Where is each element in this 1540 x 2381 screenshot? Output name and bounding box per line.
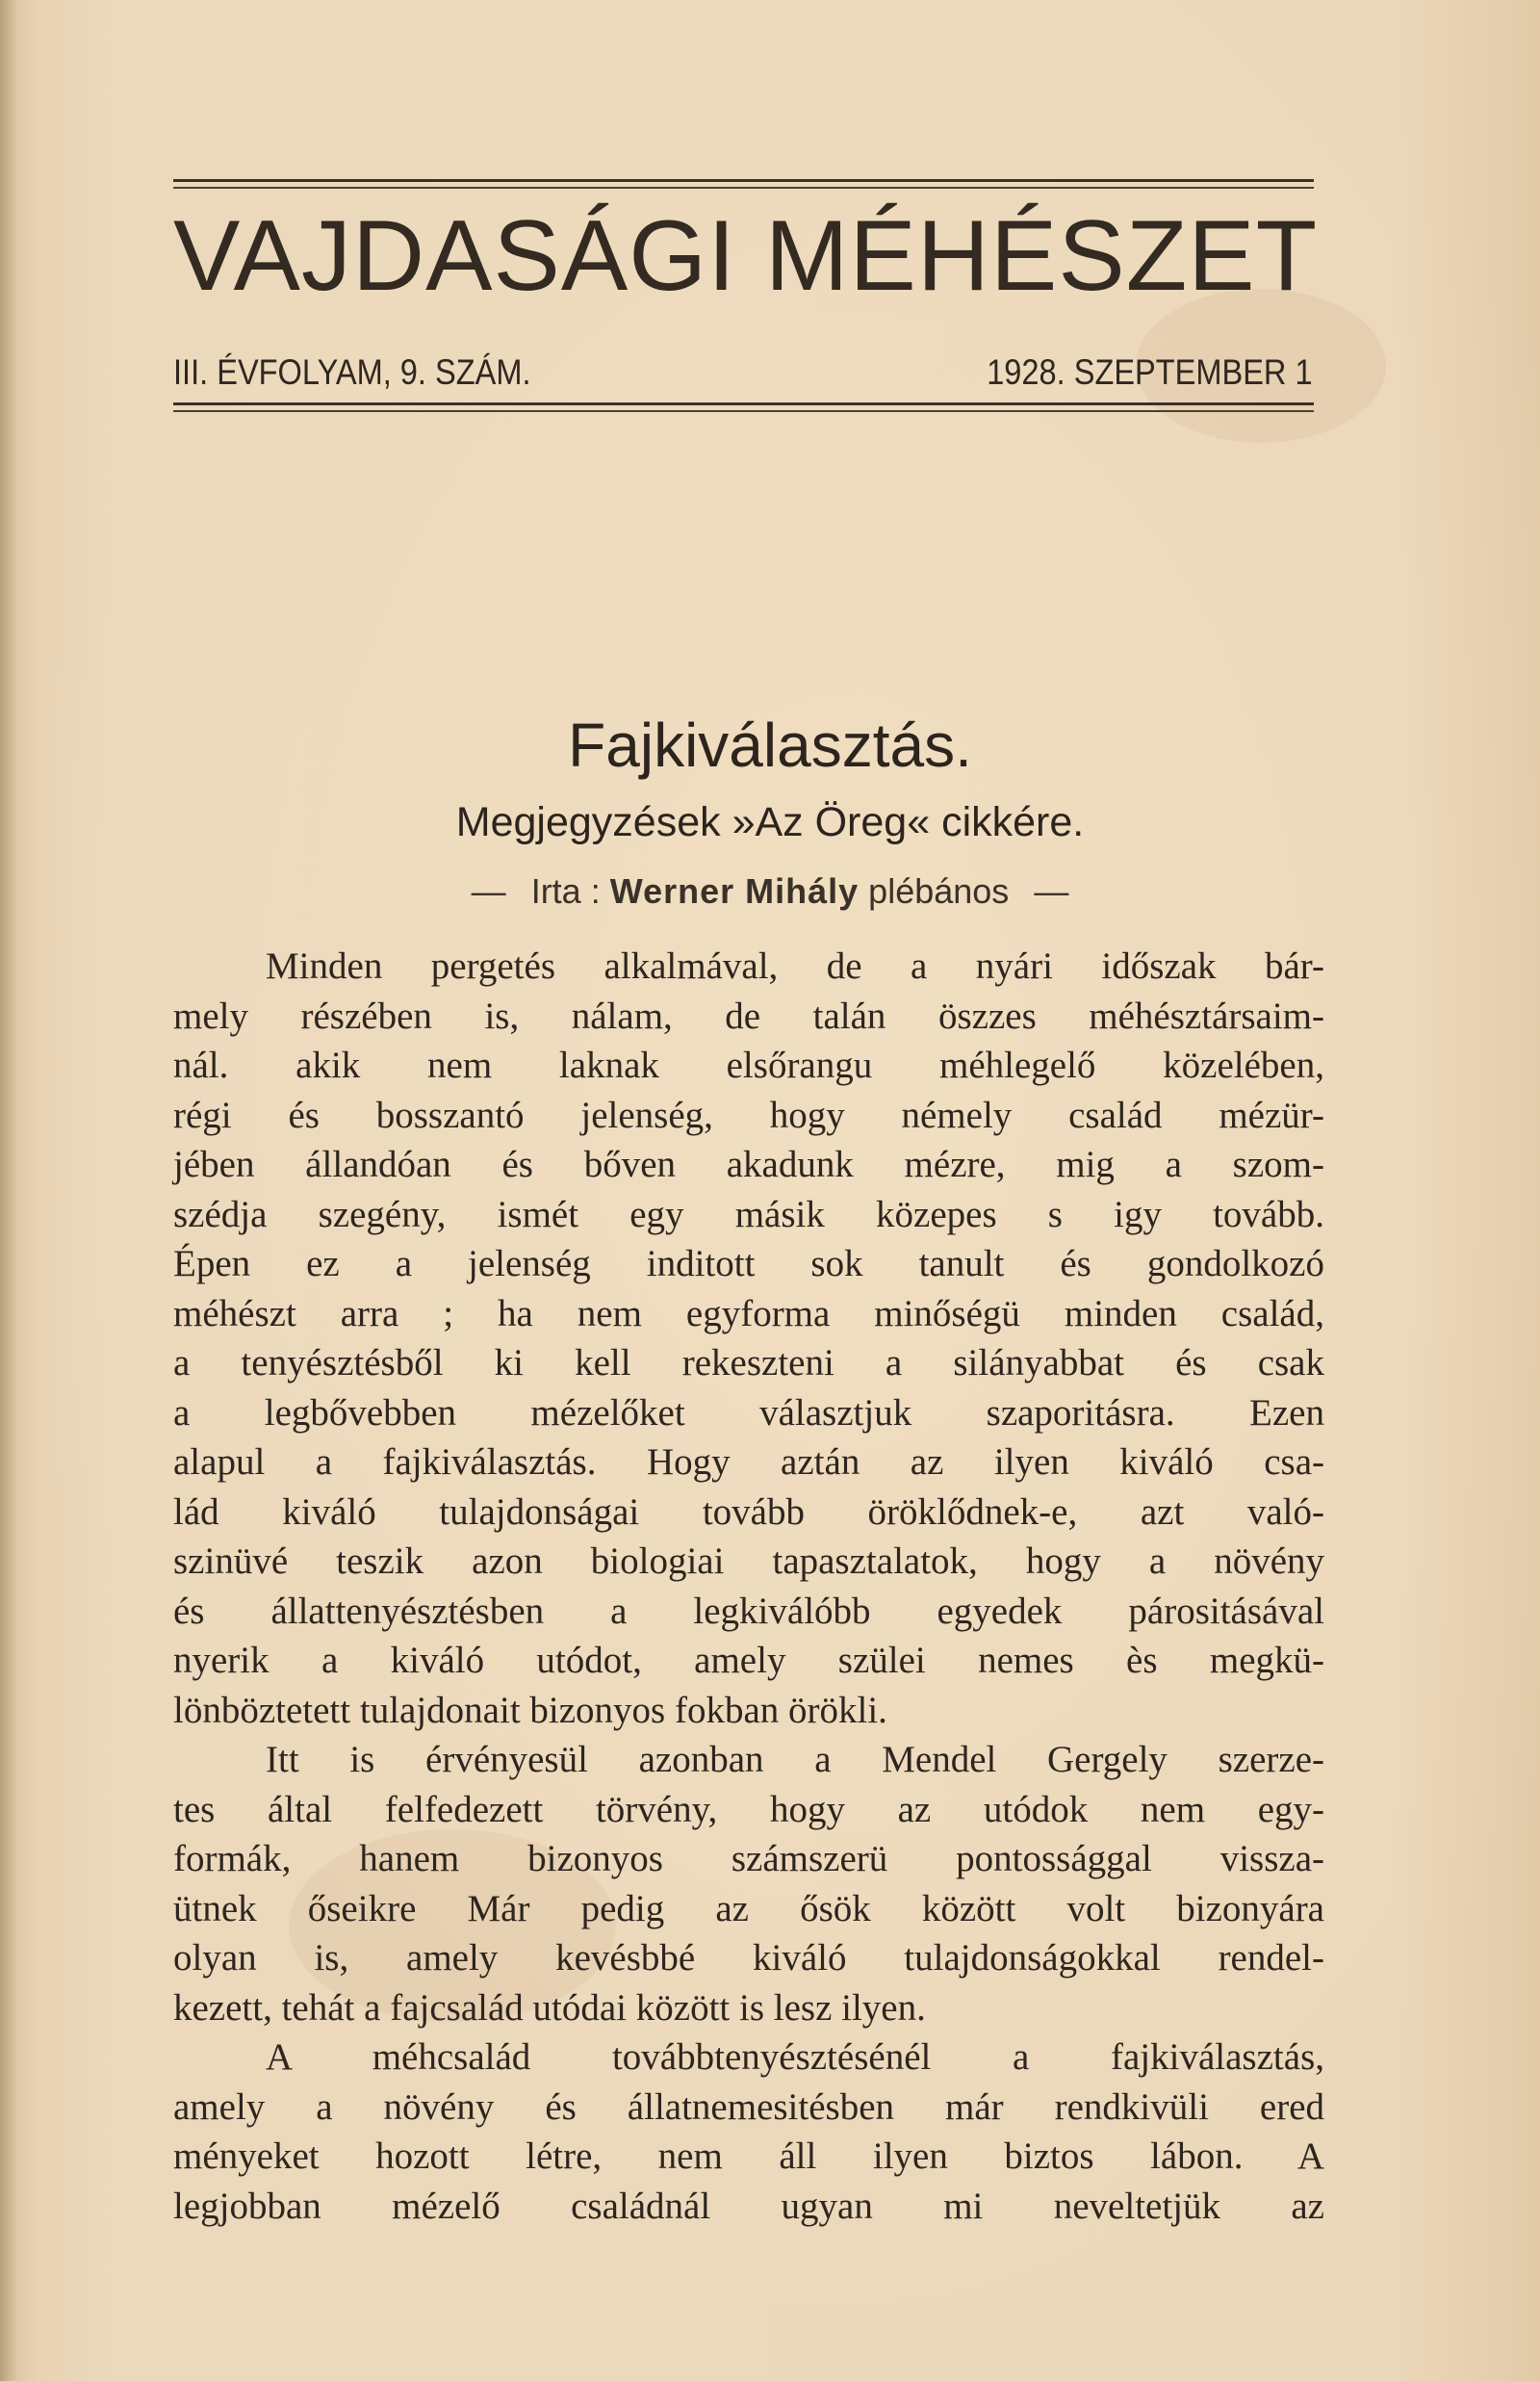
byline-dash-left: — [471, 871, 506, 911]
body-line: szinüvé teszik azon biologiai tapasztalatok, hogy a növény [173, 1540, 1324, 1582]
body-line: mely részében is, nálam, de talán öszzes méhésztársaim- [173, 995, 1324, 1037]
page-binding-edge [0, 0, 17, 2381]
byline-prefix: Irta : [530, 871, 601, 911]
body-line: Épen ez a jelenség inditott sok tanult és gondolkozó [173, 1243, 1324, 1284]
journal-title: VAJDASÁGI MÉHÉSZET [173, 200, 1319, 312]
body-line: nál. akik nem laknak elsőrangu méhlegelő közelében, [173, 1045, 1324, 1086]
body-line: lád kiváló tulajdonságai tovább öröklődnek-e, azt való- [173, 1490, 1324, 1533]
masthead-top-rule-inner [173, 187, 1314, 189]
byline-dash-right: — [1034, 871, 1069, 911]
body-line: Itt is érvényesül azonban a Mendel Gergely szerze- [266, 1739, 1324, 1780]
masthead-bottom-rule-inner [173, 410, 1314, 412]
body-line: formák, hanem bizonyos számszerü pontossággal vissza- [173, 1838, 1324, 1879]
body-line: Minden pergetés alkalmával, de a nyári időszak bár- [266, 945, 1324, 987]
byline-role: plébános [868, 871, 1010, 911]
body-line: kezett, tehát a fajcsalád utódai között is lesz ilyen. [173, 1986, 926, 2029]
body-line: szédja szegény, ismét egy másik közepes s igy tovább. [173, 1193, 1324, 1235]
article-subtitle: Megjegyzések »Az Öreg« cikkére. [455, 799, 1085, 845]
masthead-top-rule [173, 179, 1314, 182]
article-body [173, 942, 1324, 2231]
volume-issue: III. ÉVFOLYAM, 9. SZÁM. [173, 352, 531, 392]
issue-info-row [173, 349, 1313, 397]
body-line: A méhcsalád továbbtenyésztésénél a fajkiválasztás, [266, 2036, 1324, 2078]
body-line: nyerik a kiváló utódot, amely szülei nemes ès megkü- [173, 1640, 1324, 1681]
body-line: méhészt arra ; ha nem egyforma minőségü minden család, [173, 1292, 1324, 1334]
body-line: a tenyésztésből ki kell rekeszteni a silányabbat és csak [173, 1342, 1324, 1384]
body-line: olyan is, amely kevésbbé kiváló tulajdonságokkal rendel- [173, 1937, 1324, 1979]
body-line: jében állandóan és bőven akadunk mézre, mig a szom- [173, 1144, 1324, 1185]
issue-date: 1928. SZEPTEMBER 1 [987, 352, 1313, 392]
body-line: ütnek őseikre Már pedig az ősök között volt bizonyára [173, 1887, 1324, 1929]
article-byline [0, 867, 1540, 917]
body-line: alapul a fajkiválasztás. Hogy aztán az ilyen kiváló csa- [173, 1441, 1324, 1483]
body-line: régi és bosszantó jelenség, hogy némely család mézür- [173, 1094, 1324, 1136]
article-title: Fajkiválasztás. [568, 711, 972, 780]
body-line: és állattenyésztésben a legkiválóbb egyedek párositásával [173, 1590, 1324, 1632]
body-line: legjobban mézelő családnál ugyan mi neveltetjük az [173, 2185, 1324, 2227]
body-line: amely a növény és állatnemesitésben már rendkivüli ered [173, 2085, 1324, 2128]
body-line: a legbővebben mézelőket választjuk szaporitásra. Ezen [173, 1391, 1324, 1434]
byline-author: Werner Mihály [609, 871, 860, 911]
masthead-bottom-rule [173, 402, 1314, 405]
body-line: ményeket hozott létre, nem áll ilyen biztos lábon. A [173, 2135, 1324, 2177]
body-line: tes által felfedezett törvény, hogy az utódok nem egy- [173, 1788, 1324, 1830]
body-line: lönböztetett tulajdonait bizonyos fokban örökli. [173, 1689, 887, 1731]
